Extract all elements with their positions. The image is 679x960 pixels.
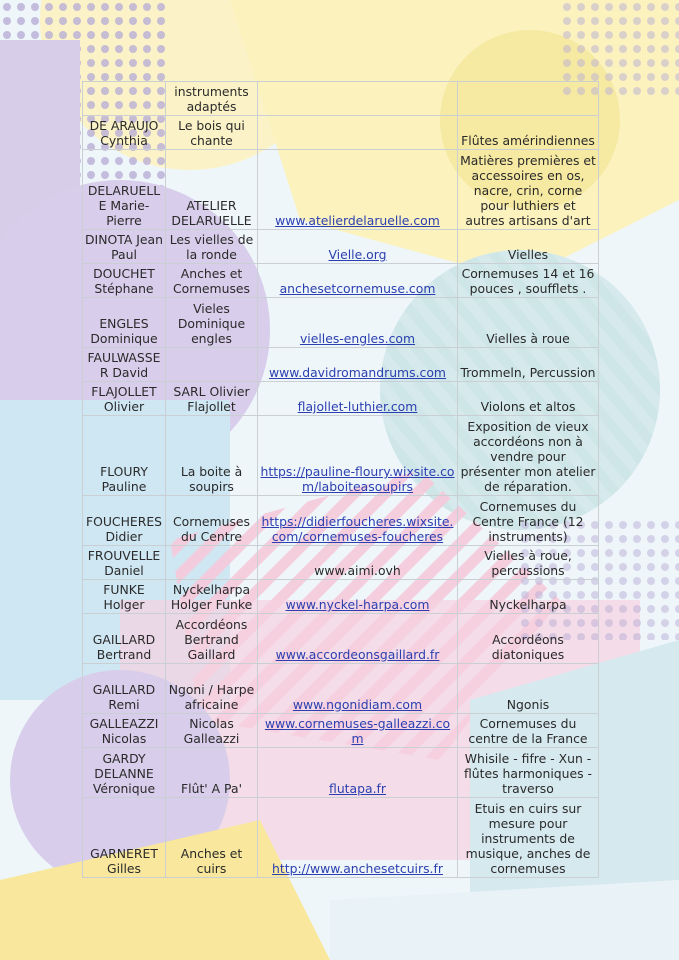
exhibitor-row <box>83 714 599 748</box>
exhibitor-name: FROUVELLE Daniel <box>83 546 166 580</box>
exhibitor-website-link[interactable]: anchesetcornemuse.com <box>279 281 436 296</box>
exhibitor-website-link: www.aimi.ovh <box>314 563 401 578</box>
exhibitor-row <box>83 230 599 264</box>
exhibitor-row <box>83 664 599 714</box>
exhibitor-row <box>83 116 599 150</box>
exhibitor-row <box>83 348 599 382</box>
exhibitor-row <box>83 150 599 230</box>
exhibitor-company: Les vielles de la ronde <box>166 230 258 264</box>
exhibitor-company <box>166 546 258 580</box>
exhibitor-website-cell <box>258 230 458 264</box>
exhibitor-row <box>83 298 599 348</box>
exhibitor-website-link[interactable]: vielles-engles.com <box>299 331 416 346</box>
exhibitor-name: GALLEAZZI Nicolas <box>83 714 166 748</box>
exhibitor-company: Nicolas Galleazzi <box>166 714 258 748</box>
exhibitor-website-cell <box>258 614 458 664</box>
exhibitor-products: Accordéons diatoniques <box>458 614 599 664</box>
exhibitor-products: Vielles à roue <box>458 298 599 348</box>
exhibitor-company: Ngoni / Harpe africaine <box>166 664 258 714</box>
exhibitor-products: Cornemuses du centre de la France <box>458 714 599 748</box>
exhibitor-website-cell <box>258 264 458 298</box>
exhibitor-website-link[interactable]: www.davidromandrums.com <box>269 365 446 380</box>
exhibitor-company: Cornemuses du Centre <box>166 496 258 546</box>
exhibitor-products: Trommeln, Percussion <box>458 348 599 382</box>
exhibitor-website-link[interactable]: www.cornemuses-galleazzi.com <box>264 716 451 746</box>
exhibitor-website-cell <box>258 496 458 546</box>
exhibitor-website-cell <box>258 348 458 382</box>
exhibitor-products: Cornemuses 14 et 16 pouces , soufflets . <box>458 264 599 298</box>
exhibitor-row <box>83 614 599 664</box>
exhibitor-company: instruments adaptés <box>166 82 258 116</box>
exhibitor-website-cell <box>258 664 458 714</box>
exhibitor-website-cell <box>258 382 458 416</box>
exhibitor-name <box>83 82 166 116</box>
exhibitor-name: GAILLARD Remi <box>83 664 166 714</box>
exhibitor-products: Whisile - fifre - Xun - flûtes harmoniques - traverso <box>458 748 599 798</box>
exhibitor-products: Vielles à roue, percussions <box>458 546 599 580</box>
exhibitor-products: Violons et altos <box>458 382 599 416</box>
exhibitor-website-cell <box>258 150 458 230</box>
exhibitor-website-cell <box>258 82 458 116</box>
exhibitor-row <box>83 416 599 496</box>
exhibitor-website-link[interactable]: www.ngonidiam.com <box>292 697 423 712</box>
exhibitor-products: Vielles <box>458 230 599 264</box>
exhibitor-row <box>83 798 599 878</box>
exhibitor-website-cell <box>258 714 458 748</box>
exhibitor-row <box>83 496 599 546</box>
exhibitor-company: Anches et cuirs <box>166 798 258 878</box>
exhibitor-website-cell <box>258 748 458 798</box>
exhibitor-name: FUNKE Holger <box>83 580 166 614</box>
exhibitor-company: ATELIER DELARUELLE <box>166 150 258 230</box>
exhibitor-name: DE ARAUJO Cynthia <box>83 116 166 150</box>
exhibitor-website-link[interactable]: flajollet-luthier.com <box>297 399 418 414</box>
exhibitor-name: FLAJOLLET Olivier <box>83 382 166 416</box>
exhibitor-company: Flût' A Pa' <box>166 748 258 798</box>
exhibitor-name: FAULWASSER David <box>83 348 166 382</box>
exhibitor-website-cell <box>258 546 458 580</box>
exhibitor-products: Ngonis <box>458 664 599 714</box>
exhibitor-website-cell <box>258 580 458 614</box>
exhibitor-company: La boite à soupirs <box>166 416 258 496</box>
exhibitors-table <box>82 81 599 878</box>
exhibitor-name: DELARUELLE Marie-Pierre <box>83 150 166 230</box>
exhibitor-website-cell <box>258 416 458 496</box>
exhibitor-name: GARDY DELANNE Véronique <box>83 748 166 798</box>
exhibitor-website-cell <box>258 798 458 878</box>
exhibitor-company: Vieles Dominique engles <box>166 298 258 348</box>
exhibitor-name: DINOTA Jean Paul <box>83 230 166 264</box>
exhibitor-company <box>166 348 258 382</box>
exhibitor-name: GAILLARD Bertrand <box>83 614 166 664</box>
exhibitor-name: FLOURY Pauline <box>83 416 166 496</box>
exhibitor-name: GARNERET Gilles <box>83 798 166 878</box>
exhibitor-name: DOUCHET Stéphane <box>83 264 166 298</box>
exhibitor-name: ENGLES Dominique <box>83 298 166 348</box>
exhibitor-website-link[interactable]: http://www.anchesetcuirs.fr <box>272 861 443 876</box>
exhibitor-products <box>458 82 599 116</box>
exhibitor-company: Anches et Cornemuses <box>166 264 258 298</box>
exhibitor-row <box>83 82 599 116</box>
exhibitor-row <box>83 264 599 298</box>
exhibitor-row <box>83 546 599 580</box>
exhibitor-products: Exposition de vieux accordéons non à vendre pour présenter mon atelier de réparation. <box>458 416 599 496</box>
exhibitor-company: SARL Olivier Flajollet <box>166 382 258 416</box>
exhibitor-website-link[interactable]: www.nyckel-harpa.com <box>285 597 430 612</box>
exhibitor-name: FOUCHERES Didier <box>83 496 166 546</box>
exhibitor-company: Le bois qui chante <box>166 116 258 150</box>
exhibitor-products: Cornemuses du Centre France (12 instruments) <box>458 496 599 546</box>
exhibitor-products: Nyckelharpa <box>458 580 599 614</box>
exhibitor-website-cell <box>258 116 458 150</box>
exhibitor-website-link[interactable]: www.atelierdelaruelle.com <box>275 213 440 228</box>
exhibitor-products: Matières premières et accessoires en os, nacre, crin, corne pour luthiers et autres artisans d'art <box>458 150 599 230</box>
exhibitor-website-link[interactable]: https://pauline-floury.wixsite.com/laboiteasoupirs <box>260 464 455 494</box>
exhibitor-website-cell <box>258 298 458 348</box>
exhibitor-website-link[interactable]: https://didierfoucheres.wixsite.com/cornemuses-foucheres <box>261 514 454 544</box>
exhibitor-company: Nyckelharpa Holger Funke <box>166 580 258 614</box>
exhibitor-website-link[interactable]: www.accordeonsgaillard.fr <box>275 647 440 662</box>
exhibitor-row <box>83 580 599 614</box>
exhibitor-products: Etuis en cuirs sur mesure pour instruments de musique, anches de cornemuses <box>458 798 599 878</box>
exhibitor-website-link[interactable]: Vielle.org <box>328 247 387 262</box>
exhibitor-products: Flûtes amérindiennes <box>458 116 599 150</box>
exhibitor-company: Accordéons Bertrand Gaillard <box>166 614 258 664</box>
exhibitor-row <box>83 382 599 416</box>
exhibitor-row <box>83 748 599 798</box>
exhibitor-website-link[interactable]: flutapa.fr <box>329 781 386 796</box>
